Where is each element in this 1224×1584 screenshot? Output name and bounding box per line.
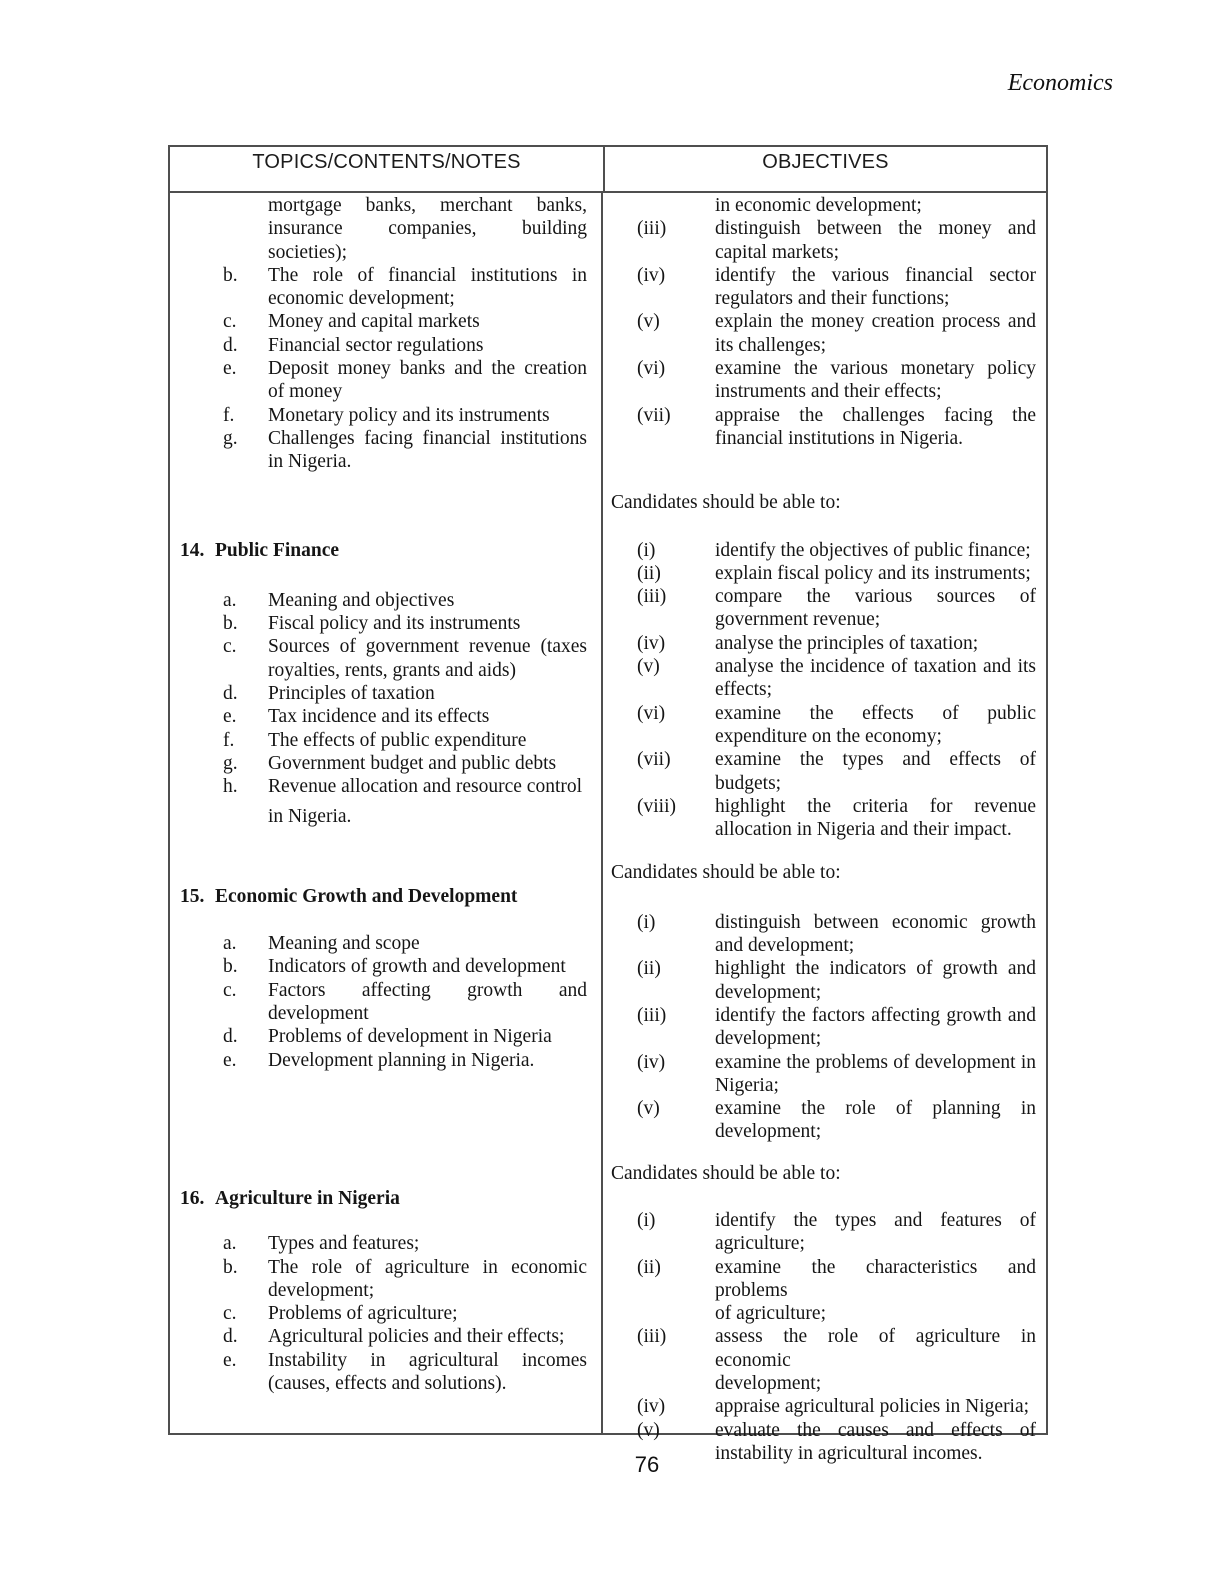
objectives-cell xyxy=(603,193,1044,1464)
list-item xyxy=(603,748,1044,795)
item-label: c. xyxy=(223,636,237,658)
text-line: examine the problems of development in xyxy=(715,1051,1036,1073)
item-text xyxy=(715,404,1044,451)
table-header-row xyxy=(170,147,1046,193)
item-label: (v) xyxy=(637,311,660,333)
list-item xyxy=(170,404,601,427)
item-text xyxy=(715,748,1044,795)
text-line: identify the objectives of public finance; xyxy=(715,539,1031,561)
item-label: b. xyxy=(223,1256,238,1278)
topic-heading xyxy=(170,885,601,908)
list-item xyxy=(603,1395,1044,1418)
item-text xyxy=(268,334,601,357)
text-line: allocation in Nigeria and their impact. xyxy=(715,819,1012,841)
item-text xyxy=(715,217,1044,264)
text-line: development; xyxy=(715,1028,822,1050)
item-text xyxy=(715,1097,1044,1144)
item-label: (i) xyxy=(637,1209,656,1231)
text-line: Factors affecting growth and xyxy=(268,979,587,1001)
text-line: its challenges; xyxy=(715,334,827,356)
text-line: development; xyxy=(268,1279,375,1301)
item-label: (iv) xyxy=(637,632,666,654)
page-number: 76 xyxy=(634,1452,660,1477)
text-line: explain the money creation process and xyxy=(715,311,1036,333)
item-text xyxy=(268,264,601,311)
text-line: mortgage banks, merchant banks, xyxy=(268,195,587,216)
item-label: d. xyxy=(223,1326,238,1348)
item-text xyxy=(715,632,1044,655)
item-text xyxy=(268,310,601,333)
item-text xyxy=(715,1209,1044,1256)
text-line: economic development; xyxy=(268,288,455,310)
list-item xyxy=(603,911,1044,958)
text-line: Agricultural policies and their effects; xyxy=(268,1326,565,1348)
item-text xyxy=(268,612,601,635)
item-label: e. xyxy=(223,358,237,380)
list-item xyxy=(170,194,601,264)
paragraph: in Nigeria. xyxy=(268,805,352,827)
list-item xyxy=(603,632,1044,655)
item-label: (ii) xyxy=(637,562,661,584)
text-line: explain fiscal policy and its instruments; xyxy=(715,562,1031,584)
item-label: (vii) xyxy=(637,404,671,426)
text-line: Types and features; xyxy=(268,1233,420,1255)
text-line: Fiscal policy and its instruments xyxy=(268,613,521,635)
text-line: distinguish between the money and xyxy=(715,218,1036,240)
list-item xyxy=(603,194,1044,217)
list-item xyxy=(170,1325,601,1348)
item-label: a. xyxy=(223,933,237,955)
text-line: societies); xyxy=(268,241,348,263)
item-text xyxy=(715,1051,1044,1098)
list-item xyxy=(170,705,601,728)
list-item xyxy=(603,357,1044,404)
text-line: Development planning in Nigeria. xyxy=(268,1049,535,1071)
candidates-lead: Candidates should be able to: xyxy=(611,1162,841,1184)
item-text xyxy=(715,310,1044,357)
text-line: of agriculture; xyxy=(715,1303,826,1325)
text-line: and development; xyxy=(715,935,855,957)
text-line: Government budget and public debts xyxy=(268,752,557,774)
candidates-lead: Candidates should be able to: xyxy=(611,492,841,514)
item-text xyxy=(268,729,601,752)
objectives-list xyxy=(603,539,1044,842)
text-line: development; xyxy=(715,981,822,1003)
item-label: (i) xyxy=(637,911,656,933)
item-text xyxy=(268,427,601,474)
item-label: (iv) xyxy=(637,1396,666,1418)
text-line: assess the role of agriculture in economic xyxy=(715,1326,1036,1371)
topic-number: 14. xyxy=(180,539,205,561)
item-text xyxy=(268,589,601,612)
text-line: financial institutions in Nigeria. xyxy=(715,427,964,449)
item-label: (iii) xyxy=(637,1004,667,1026)
text-line: Meaning and objectives xyxy=(268,589,455,611)
text-line: Nigeria; xyxy=(715,1074,779,1096)
list-item xyxy=(603,957,1044,1004)
text-line: Deposit money banks and the creation xyxy=(268,358,587,380)
topic-title: Agriculture in Nigeria xyxy=(215,1187,400,1209)
text-line: Principles of taxation xyxy=(268,683,435,705)
syllabus-table xyxy=(168,145,1048,1464)
item-label: b. xyxy=(223,264,238,286)
text-line: in Nigeria. xyxy=(268,451,352,473)
list-item xyxy=(170,1349,601,1396)
text-line: development; xyxy=(715,1121,822,1143)
item-label: (viii) xyxy=(637,795,676,817)
item-text xyxy=(268,357,601,404)
list-item xyxy=(170,775,601,798)
list-item xyxy=(170,932,601,955)
item-text xyxy=(715,585,1044,632)
item-text xyxy=(268,1349,601,1396)
item-label: d. xyxy=(223,334,238,356)
list-item xyxy=(170,264,601,311)
item-label: b. xyxy=(223,956,238,978)
list-item xyxy=(603,1325,1044,1395)
topic-number: 15. xyxy=(180,885,205,907)
topics-list xyxy=(170,194,601,474)
text-line: insurance companies, building xyxy=(268,218,587,240)
item-text xyxy=(715,1004,1044,1051)
item-text xyxy=(268,705,601,728)
text-line: capital markets; xyxy=(715,241,839,263)
list-item xyxy=(603,1256,1044,1326)
text-line: (causes, effects and solutions). xyxy=(268,1372,507,1394)
list-item xyxy=(603,404,1044,451)
item-label: (ii) xyxy=(637,1256,661,1278)
item-label: a. xyxy=(223,589,237,611)
text-line: agriculture; xyxy=(715,1233,805,1255)
running-header: Economics xyxy=(1007,70,1113,96)
list-item xyxy=(603,655,1044,702)
item-text xyxy=(715,264,1044,311)
text-line: Problems of agriculture; xyxy=(268,1303,458,1325)
item-text xyxy=(268,404,601,427)
item-label: h. xyxy=(223,776,238,798)
text-line: identify the types and features of xyxy=(715,1209,1036,1231)
item-label: (vi) xyxy=(637,358,666,380)
column-header-topics: TOPICS/CONTENTS/NOTES xyxy=(170,147,605,191)
text-line: The role of agriculture in economic xyxy=(268,1256,587,1278)
text-line: examine the types and effects of xyxy=(715,749,1036,771)
list-item xyxy=(170,1302,601,1325)
list-item xyxy=(603,264,1044,311)
list-item xyxy=(170,427,601,474)
list-item xyxy=(603,562,1044,585)
topic-title: Public Finance xyxy=(215,539,340,561)
list-item xyxy=(170,1025,601,1048)
list-item xyxy=(603,585,1044,632)
item-text xyxy=(715,539,1044,562)
item-label: (iii) xyxy=(637,1326,667,1348)
item-label: c. xyxy=(223,1303,237,1325)
item-text xyxy=(268,682,601,705)
item-label: (iii) xyxy=(637,586,667,608)
item-label: (iv) xyxy=(637,1051,666,1073)
item-label: (vi) xyxy=(637,702,666,724)
list-item xyxy=(170,1232,601,1255)
item-text xyxy=(715,1256,1044,1326)
text-line: instruments and their effects; xyxy=(715,381,942,403)
text-line: Monetary policy and its instruments xyxy=(268,404,550,426)
text-line: royalties, rents, grants and aids) xyxy=(268,659,517,681)
item-text xyxy=(268,1325,601,1348)
item-text xyxy=(715,1395,1044,1418)
item-text xyxy=(268,955,601,978)
list-item xyxy=(170,357,601,404)
text-line: examine the characteristics and problems xyxy=(715,1256,1036,1301)
topic-number: 16. xyxy=(180,1187,205,1209)
item-label: c. xyxy=(223,311,237,333)
column-header-objectives: OBJECTIVES xyxy=(762,151,889,173)
text-line: appraise the challenges facing the xyxy=(715,404,1036,426)
item-label: d. xyxy=(223,683,238,705)
item-text xyxy=(715,911,1044,958)
item-text xyxy=(715,562,1044,585)
text-line: Tax incidence and its effects xyxy=(268,706,490,728)
item-label: (vii) xyxy=(637,749,671,771)
item-label: (v) xyxy=(637,1419,660,1441)
item-label: (iii) xyxy=(637,218,667,240)
item-label: e. xyxy=(223,1349,237,1371)
text-line: of money xyxy=(268,381,343,403)
item-text xyxy=(715,1325,1044,1395)
text-line: effects; xyxy=(715,679,773,701)
text-line: regulators and their functions; xyxy=(715,288,950,310)
item-text xyxy=(268,194,601,264)
item-text xyxy=(268,932,601,955)
topics-cell xyxy=(170,193,603,1433)
text-line: Revenue allocation and resource control xyxy=(268,776,583,798)
text-line: Instability in agricultural incomes xyxy=(268,1349,587,1371)
topics-list xyxy=(170,1232,601,1395)
item-label: f. xyxy=(223,729,235,751)
list-item xyxy=(603,217,1044,264)
topics-list xyxy=(170,932,601,1072)
item-text xyxy=(715,702,1044,749)
text-line: The role of financial institutions in xyxy=(268,264,587,286)
text-line: Indicators of growth and development xyxy=(268,956,566,978)
list-item xyxy=(603,1004,1044,1051)
item-label: g. xyxy=(223,752,238,774)
item-text xyxy=(268,1302,601,1325)
list-item xyxy=(603,310,1044,357)
item-text xyxy=(715,655,1044,702)
objectives-list xyxy=(603,194,1044,450)
item-text xyxy=(268,752,601,775)
item-text xyxy=(268,1232,601,1255)
text-line: distinguish between economic growth xyxy=(715,911,1036,933)
list-item xyxy=(603,1051,1044,1098)
item-label: (i) xyxy=(637,539,656,561)
item-label: b. xyxy=(223,613,238,635)
text-line: in economic development; xyxy=(715,195,922,216)
item-text xyxy=(268,1049,601,1072)
item-label: e. xyxy=(223,1049,237,1071)
item-label: f. xyxy=(223,404,235,426)
list-item xyxy=(170,334,601,357)
text-line: examine the role of planning in xyxy=(715,1098,1036,1120)
item-text xyxy=(715,957,1044,1004)
item-label: (ii) xyxy=(637,958,661,980)
list-item xyxy=(603,1097,1044,1144)
text-line: highlight the indicators of growth and xyxy=(715,958,1036,980)
list-item xyxy=(170,682,601,705)
text-line: expenditure on the economy; xyxy=(715,725,942,747)
text-line: Meaning and scope xyxy=(268,933,420,955)
text-line: analyse the incidence of taxation and its xyxy=(715,656,1036,678)
item-label: d. xyxy=(223,1026,238,1048)
list-item xyxy=(170,589,601,612)
item-label: (v) xyxy=(637,1098,660,1120)
item-text xyxy=(715,795,1044,842)
list-item xyxy=(603,1209,1044,1256)
list-item xyxy=(170,1256,601,1303)
text-line: analyse the principles of taxation; xyxy=(715,632,979,654)
text-line: Challenges facing financial institutions xyxy=(268,427,587,449)
objectives-list xyxy=(603,1209,1044,1465)
item-label: (v) xyxy=(637,656,660,678)
list-item xyxy=(170,752,601,775)
text-line: The effects of public expenditure xyxy=(268,729,527,751)
topics-list xyxy=(170,589,601,799)
topic-title: Economic Growth and Development xyxy=(215,885,518,907)
item-text xyxy=(268,1256,601,1303)
text-line: government revenue; xyxy=(715,609,881,631)
topic-heading xyxy=(170,1187,601,1210)
text-line: Problems of development in Nigeria xyxy=(268,1026,552,1048)
item-label: e. xyxy=(223,706,237,728)
text-line: evaluate the causes and effects of xyxy=(715,1419,1036,1441)
text-line: Financial sector regulations xyxy=(268,334,484,356)
item-label: g. xyxy=(223,427,238,449)
candidates-lead: Candidates should be able to: xyxy=(611,862,841,884)
item-text xyxy=(715,357,1044,404)
text-line: development; xyxy=(715,1373,822,1395)
list-item xyxy=(170,729,601,752)
text-line: examine the effects of public xyxy=(715,702,1036,724)
list-item xyxy=(170,955,601,978)
table-body-row xyxy=(170,193,1046,1464)
item-text xyxy=(268,635,601,682)
item-label: a. xyxy=(223,1233,237,1255)
item-text xyxy=(268,775,601,798)
list-item xyxy=(603,539,1044,562)
text-line: appraise agricultural policies in Nigeria; xyxy=(715,1396,1030,1418)
text-line: budgets; xyxy=(715,772,782,794)
list-item xyxy=(603,795,1044,842)
objectives-list xyxy=(603,911,1044,1144)
list-item xyxy=(170,310,601,333)
item-text xyxy=(268,979,601,1026)
list-item xyxy=(170,979,601,1026)
item-text xyxy=(715,194,1044,217)
item-text xyxy=(268,1025,601,1048)
list-item xyxy=(603,702,1044,749)
list-item xyxy=(170,1049,601,1072)
text-line: examine the various monetary policy xyxy=(715,358,1036,380)
text-line: Sources of government revenue (taxes xyxy=(268,636,587,658)
topic-heading xyxy=(170,539,601,562)
text-line: compare the various sources of xyxy=(715,586,1036,608)
text-line: highlight the criteria for revenue xyxy=(715,795,1036,817)
list-item xyxy=(170,635,601,682)
text-line: identify the various financial sector xyxy=(715,264,1036,286)
text-line: Money and capital markets xyxy=(268,311,480,333)
text-line: development xyxy=(268,1003,369,1025)
text-line: instability in agricultural incomes. xyxy=(715,1442,983,1464)
item-label: c. xyxy=(223,979,237,1001)
list-item xyxy=(170,612,601,635)
item-label: (iv) xyxy=(637,264,666,286)
text-line: identify the factors affecting growth and xyxy=(715,1004,1036,1026)
